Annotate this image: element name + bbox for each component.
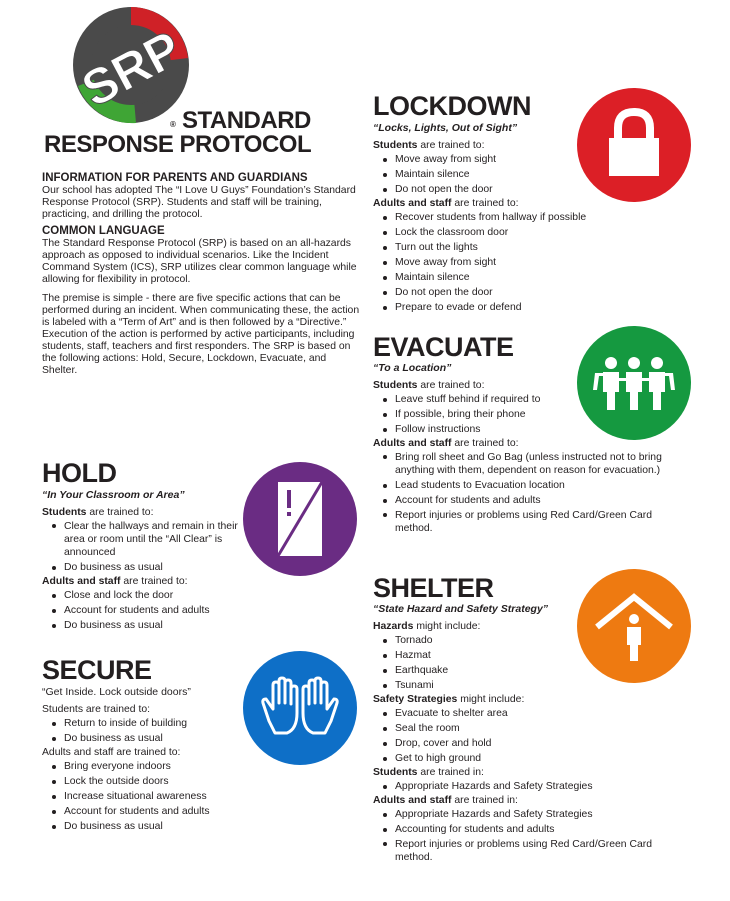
lockdown-section: Students are trained to: Move away from sight Maintain silence Do not open the door Adults and staff are trained to: Recover students from hallway if possible Lock the classroom door Turn out the lights Move away from sight Maintain silence Do not open the door Prepare to evade or defend: [373, 139, 663, 315]
intro-paragraph: Our school has adopted The “I Love U Guys” Foundation’s Standard Response Protocol (SRP). Students and staff will be training, practicing, and drilling the protocol.: [42, 185, 356, 220]
list-item: Move away from sight: [373, 255, 663, 270]
evacuate-section: Students are trained to: Leave stuff behind if required to If possible, bring their phone Follow instructions Adults and staff are trained to: Bring roll sheet and Go Bag (unless instructed not to bring anything with them, dependent on reason for evacuation.) Lead students to Evacuation location Account for students and adults Report injuries or problems using Red Card/Green Card method.: [373, 379, 681, 536]
secure-group2-label: Adults and staff are trained to:: [42, 747, 181, 758]
raised-hands-icon: [243, 651, 357, 765]
registered-mark: ®: [170, 120, 176, 129]
list-item: Report injuries or problems using Red Card/Green Card method.: [373, 837, 683, 865]
list-item: Appropriate Hazards and Safety Strategies: [373, 807, 683, 822]
list-item: Accounting for students and adults: [373, 822, 683, 837]
list-item: Leave stuff behind if required to: [373, 392, 681, 407]
list-item: Get to high ground: [373, 751, 683, 766]
list-item: Maintain silence: [373, 270, 663, 285]
lockdown-title: LOCKDOWN: [373, 91, 531, 121]
evacuate-group1-label: Students: [373, 380, 418, 391]
list-item: Do business as usual: [42, 819, 252, 834]
list-item: Prepare to evade or defend: [373, 300, 663, 315]
evacuate-directive: “To a Location”: [373, 362, 452, 374]
list-item: Close and lock the door: [42, 588, 252, 603]
list-item: Recover students from hallway if possible: [373, 210, 663, 225]
list-item: Bring everyone indoors: [42, 759, 252, 774]
list-item: Bring roll sheet and Go Bag (unless instructed not to bring anything with them, dependent on reason for evacuation.): [373, 450, 681, 478]
hold-group2-label: Adults and staff: [42, 576, 121, 587]
list-item: Lock the classroom door: [373, 225, 663, 240]
list-item: Account for students and adults: [42, 804, 252, 819]
list-item: Evacuate to shelter area: [373, 706, 683, 721]
common-language-paragraph-2: The premise is simple - there are five specific actions that can be performed during an incident. When communicating these, the action is labeled with a “Term of Art” and is then followed by a “Directive.” Execution of the action is performed by active participants, including students, staff, teachers and first responders. The SRP is based on the following actions: Hold, Secure, Lockdown, Evacuate, and Shelter.: [42, 293, 360, 376]
secure-title: SECURE: [42, 655, 152, 685]
group-of-people-icon: [577, 326, 691, 440]
list-item: Lead students to Evacuation location: [373, 478, 681, 493]
shelter-title: SHELTER: [373, 573, 494, 603]
hold-section: Students are trained to: Clear the hallways and remain in their area or room until the “All Clear” is announced Do business as usual Adults and staff are trained to: Close and lock the door Account for students and adults Do business as usual: [42, 506, 252, 633]
list-item: Follow instructions: [373, 422, 681, 437]
lockdown-directive: “Locks, Lights, Out of Sight”: [373, 122, 518, 134]
hold-title: HOLD: [42, 458, 117, 488]
lockdown-icon-circle: [577, 88, 691, 202]
lockdown-group1-label: Students: [373, 140, 418, 151]
list-item: Do business as usual: [42, 560, 252, 575]
list-item: Seal the room: [373, 721, 683, 736]
shelter-group2-label: Safety Strategies: [373, 694, 458, 705]
secure-section: [42, 703, 252, 834]
shelter-group1-label: Hazards: [373, 621, 414, 632]
shelter-group3-label: Students: [373, 767, 418, 778]
list-item: Do business as usual: [42, 618, 252, 633]
list-item: Earthquake: [373, 663, 683, 678]
list-item: Report injuries or problems using Red Card/Green Card method.: [373, 508, 681, 536]
padlock-icon: [577, 88, 691, 202]
list-item: Account for students and adults: [42, 603, 252, 618]
shelter-group4-label: Adults and staff: [373, 795, 452, 806]
door-icon: [243, 462, 357, 576]
list-item: Lock the outside doors: [42, 774, 252, 789]
intro-section: [42, 172, 360, 377]
shelter-section: Hazards might include: Tornado Hazmat Earthquake Tsunami Safety Strategies might include: Evacuate to shelter area Seal the room Drop, cover and hold Get to high ground Students are trained in: Appropriate Hazards and Safety Strategies Adults and staff are trained in: Appropriate Hazards and Safety Strategies Accounting for students and adults Report injuries or problems using Red Card/Green Card method.: [373, 620, 683, 865]
list-item: Do not open the door: [373, 285, 663, 300]
list-item: Tornado: [373, 633, 683, 648]
lockdown-group2-label: Adults and staff: [373, 198, 452, 209]
shelter-directive: “State Hazard and Safety Strategy”: [373, 603, 549, 615]
list-item: Move away from sight: [373, 152, 663, 167]
list-item: Return to inside of building: [42, 716, 252, 731]
list-item: Clear the hallways and remain in their area or room until the “All Clear” is announced: [42, 519, 252, 560]
list-item: Hazmat: [373, 648, 683, 663]
list-item: Turn out the lights: [373, 240, 663, 255]
list-item: Maintain silence: [373, 167, 663, 182]
evacuate-title: EVACUATE: [373, 332, 514, 362]
secure-directive: “Get Inside. Lock outside doors”: [42, 686, 191, 698]
secure-group1-label: Students are trained to:: [42, 704, 151, 715]
header-title-line1: STANDARD: [182, 107, 311, 134]
hold-directive: “In Your Classroom or Area”: [42, 489, 185, 501]
list-item: Do business as usual: [42, 731, 252, 746]
list-item: Do not open the door: [373, 182, 663, 197]
secure-icon-circle: [243, 651, 357, 765]
hold-icon-circle: [243, 462, 357, 576]
common-language-heading: COMMON LANGUAGE: [42, 225, 165, 237]
hold-group1-label: Students: [42, 507, 87, 518]
common-language-paragraph-1: The Standard Response Protocol (SRP) is based on an all-hazards approach as opposed to individual scenarios. Like the Incident Command System (ICS), SRP utilizes clear common language while allowing for flexibility in protocol.: [42, 238, 357, 285]
shelter-icon-circle: [577, 569, 691, 683]
list-item: Account for students and adults: [373, 493, 681, 508]
list-item: Drop, cover and hold: [373, 736, 683, 751]
list-item: If possible, bring their phone: [373, 407, 681, 422]
list-item: Increase situational awareness: [42, 789, 252, 804]
evacuate-group2-label: Adults and staff: [373, 438, 452, 449]
header-title-line2: RESPONSE PROTOCOL: [44, 131, 312, 158]
srp-logo-icon: [72, 6, 190, 124]
person-under-roof-icon: [577, 569, 691, 683]
list-item: Tsunami: [373, 678, 683, 693]
intro-heading: INFORMATION FOR PARENTS AND GUARDIANS: [42, 172, 308, 184]
evacuate-icon-circle: [577, 326, 691, 440]
list-item: Appropriate Hazards and Safety Strategies: [373, 779, 683, 794]
logo-text: SRP: [72, 20, 190, 118]
